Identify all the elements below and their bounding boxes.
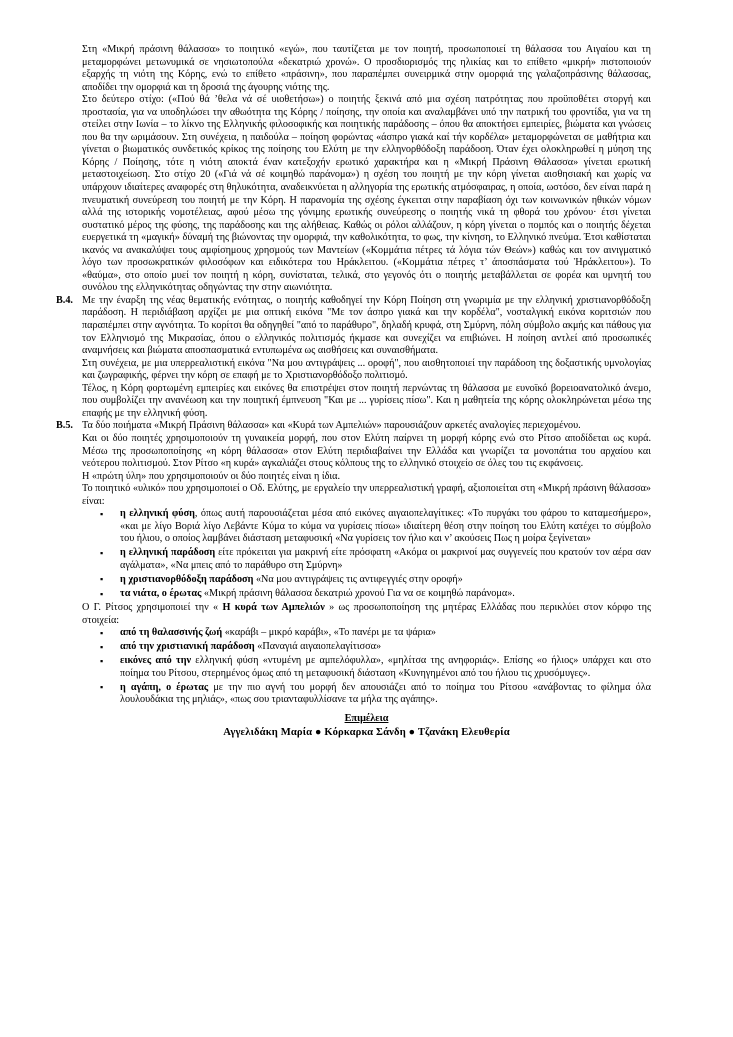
section-b4-marker: B.4.	[56, 294, 73, 306]
section-b4	[56, 294, 651, 420]
section-b5	[56, 420, 652, 708]
bullet-body-text: είτε πρόκειται για μακρινή είτε πρόσφατη «Ακόμα οι μακρινοί μας συγγενείς που κρατούν τον αέρα σαν αγάλματα», «Να μπεις από το παράθυρο στη Σμύρνη»	[120, 547, 651, 571]
bullet-lead-text: η ελληνική φύση	[120, 508, 195, 520]
section-b5-paragraph-1: Τα δύο ποιήματα «Μικρή Πράσινη θάλασσα» και «Κυρά των Αμπελιών» παρουσιάζουν αρκετές αναλογίες περιεχομένου.	[82, 420, 581, 432]
bullet-body-text: «Μικρή πράσινη θάλασσα δεκατριώ χρονού Για να σε κοιμηθώ παράνομα».	[201, 588, 515, 600]
intro-paragraph-2: Στο δεύτερο στίχο: («Πού θά ’θελα νά σέ υιοθετήσω») ο ποιητής ξεκινά από μια σχέση πατρότητας που προϋποθέτει στοργή και προστασία, για να υποδηλώσει την αθωότητα της Κόρης / ποίησης, την οποία και αναλαμβάνει υπό την πατρική του φροντίδα, για να τη στείλει στην Ιωνία – το λίκνο της Ελληνικής φιλοσοφικής και ποιητικής παράδοσης – όπου θα αποκτήσει εμπειρίες, βιώματα και γνώσεις που θα την ωριμάσουν. Στη συνέχεια, η παιδούλα – ποίηση φορώντας «άσπρο γιακά καί τήν κορδέλα» μεταμορφώνεται σε μαθήτρια και γίνεται ο βιωματικός συνδετικός κρίκος της ποίησης του Ελύτη με την ελληνορθόδοξη παράδοση. Όταν έχει ολοκληρωθεί η μύηση της Κόρης / Ποίησης, τότε η νιότη αποκτά έναν κατεξοχήν ερωτικό χαρακτήρα και η «Μικρή Πράσινη Θάλασσα» γίνεται ερωτική μεταστοιχείωση. Στο στίχο 20 («Γιά νά σέ κοιμηθώ παράνομα») η σχέση του ποιητή με την κόρη γίνεται αισθησιακή και χωρίς να υπάρχουν ιδιαίτερες αναφορές στη θηλυκότητα, αναδεικνύεται η αλληγορία της ερωτικής ατμόσφαιρας, η οποία, ωστόσο, δεν είναι παρά η πνευματική συνεύρεση του ποιητή με την Κόρη. Η παρανομία της σχέσης έγκειται στην παραβίαση όχι των κοινωνικών ηθικών νόμων αλλά της ιστορικής νομοτέλειας, αφού μέσω της γόνιμης ερωτικής συνεύρεσης ο ποιητής νικά τη φθορά του χρόνου· έτσι γίνεται συστατικό μέρος της φύσης, της παράδοσης και της αλήθειας. Καθώς οι ρόλοι αλλάζουν, η κόρη γίνεται ο πομπός και ο ποιητής δέχεται ευεργετικά τη «μαγική» δύναμή της βιώνοντας την ομορφιά, την καθολικότητα, το φως, την κίνηση, το Ελληνικό πνεύμα. Έτσι καθίσταται ικανός να ανακαλύψει τους αμφίσημους χρησμούς των Μαντείων («Κομμάτια πέτρες τά λόγια τών Θεών») καθώς και τον αινιγματικό λόγο των προσωκρατικών φιλοσόφων και ειδικότερα του Ηράκλειτου. («Κομμάτια πέτρες τ’ άποσπάσματα τού Ἡράκλειτου»). Το «θαύμα», στο οποίο μυεί τον ποιητή η κόρη, συνίσταται, τελικά, στο γεγονός ότι ο ποιητής μεταβάλλεται σε φορέα και υμνητή του συνόλου της ελληνικότητας οδηγώντας την στην αιωνιότητα.	[82, 94, 651, 294]
section-b4-body	[82, 295, 651, 420]
elytis-material-intro: Το ποιητικό «υλικό» που χρησιμοποιεί ο Οδ. Ελύτης, με εργαλείο την υπερρεαλιστική γραφή, αξιοποιείται στη «Μικρή πράσινη θάλασσα» είναι:	[82, 483, 651, 507]
list-item	[82, 655, 651, 680]
section-b5-paragraph-3: Η «πρώτη ύλη» που χρησιμοποιούν οι δύο ποιητές είναι η ίδια.	[82, 470, 340, 482]
footer-heading: Επιμέλεια	[344, 713, 389, 725]
section-b5-marker: B.5.	[56, 420, 73, 432]
bullet-lead-text: από την χριστιανική παράδοση	[120, 641, 255, 653]
bullet-lead-text: η ελληνική παράδοση	[120, 547, 216, 559]
list-item	[82, 682, 651, 707]
bullet-body-text: «καράβι – μικρό καράβι», «Το πανέρι με τα ψάρια»	[222, 627, 436, 639]
bullet-body-text: «Να μου αντιγράψεις τις αντιφεγγιές στην οροφή»	[253, 573, 463, 585]
document-footer	[82, 713, 651, 739]
list-item	[82, 547, 651, 572]
list-item	[82, 641, 651, 654]
ritsos-intro-prefix: Ο Γ. Ρίτσος χρησιμοποιεί την «	[82, 602, 223, 614]
bullet-body-text: , όπως αυτή παρουσιάζεται μέσα από εικόνες αιγαιοπελαγίτικες: «Το πυργάκι του φάρου το καταμεσήμερο», «και με λίγο Βοριά λίγο Λεβάντε Κύμα το κύμα να γυρίσεις πίσω» ιδιαίτερη θέση στην ποίηση του Ελύτη κατέχει το σύμβολο του ήλιου, ο οποίος λαμβάνει διάσταση μεταφυσική «Να γυρίσεις τον ήλιο και ν’ ακούσεις Πως η μοίρα ξεγίνεται»	[120, 508, 652, 545]
ritsos-poem-title: Η κυρά των Αμπελιών	[222, 602, 325, 614]
bullet-lead-text: εικόνες από την	[120, 655, 192, 667]
bullet-lead-text: τα νιάτα, ο έρωτας	[120, 588, 202, 600]
list-item	[82, 588, 651, 601]
elytis-bullet-list	[82, 508, 651, 600]
section-b5-paragraph-2: Και οι δύο ποιητές χρησιμοποιούν τη γυναικεία μορφή, που στον Ελύτη παίρνει τη μορφή κόρης ενώ στο Ρίτσο αποδίδεται ως κυρά. Μέσω της προσωποποίησης «η κόρη θάλασσα» στον Ελύτη περιδιαβαίνει την Ελλάδα και γνωρίζει τα μονοπάτια του αρχαίου και νεότερου πολιτισμού. Στον Ρίτσο «η κυρά» αγκαλιάζει στους κόλπους της το ελληνικό στοιχείο σε όλες του τις εκφάνσεις.	[82, 432, 651, 470]
section-b4-paragraph-2: Στη συνέχεια, με μια υπερρεαλιστική εικόνα "Να μου αντιγράψεις ... οροφή", που αισθητοποιεί την παράδοση της δοξαστικής υμνολογίας και ζωγραφικής, φέρνει την κόρη σε επαφή με το Χριστιανορθόδοξο πολιτισμό.	[82, 357, 651, 382]
footer-editor-names: Αγγελιδάκη Μαρία ● Κόρκαρκα Σάνδη ● Τζανάκη Ελευθερία	[223, 726, 510, 738]
section-b5-body	[82, 420, 651, 708]
bullet-lead-text: η χριστιανορθόδοξη παράδοση	[120, 573, 254, 585]
section-b4-paragraph-1: Με την έναρξη της νέας θεματικής ενότητας, ο ποιητής καθοδηγεί την Κόρη Ποίηση στη γνωριμία με την ελληνική χριστιανορθόδοξη παράδοση. Η περιδιάβαση αρχίζει με μια οπτική εικόνα "Με τον άσπρο γιακά και την κορδέλα", νοσταλγική εικόνα κοριτσιών που παραπέμπει στην αγνότητα. Το κορίτσι θα οδηγηθεί "από το παράθυρο", δηλαδή κρυφά, στη Σμύρνη, πόλη σύμβολο ακμής και πάθους για τον Ελληνισμό της Μικρασίας, όπου ο ελληνικός πολιτισμός ήκμασε και συνεχίζει να επιβιώνει. Η ποίηση αντλεί από προσωπικές αναμνήσεις και βιώματα αποσπασματικά εντυπωμένα ως αισθήσεις και συναισθήματα.	[82, 294, 651, 357]
list-item	[82, 574, 651, 587]
ritsos-intro-suffix: » ως προσωποποίηση της μητέρας Ελλάδας που περικλύει στον κόρφο της στοιχεία:	[82, 602, 651, 626]
bullet-lead-text: η αγάπη, ο έρωτας	[120, 681, 209, 693]
bullet-body-text: με την πιο αγνή του μορφή δεν απουσιάζει από το ποίημα του Ρίτσου «ανάβοντας το φίλημα όλα λουλουδάκια της μηλιάς», «πως σου τριανταφυλλίσανε τα μήλα της αγάπης».	[120, 681, 651, 706]
list-item	[82, 627, 651, 640]
ritsos-bullet-list	[82, 627, 651, 707]
list-item	[82, 508, 651, 546]
section-b4-paragraph-3: Τέλος, η Κόρη φορτωμένη εμπειρίες και εικόνες θα επιστρέψει στον ποιητή περνώντας τη θάλασσα με ευνοϊκό βορειοανατολικό άνεμο, που συμβολίζει την ανανέωση και την ποιητική έμπνευση "Και με ... γυρίσεις πίσω". Και η μαθητεία της κόρης ολοκληρώνεται μέσω της επαφής με την ελληνική φύση.	[82, 382, 651, 419]
bullet-body-text: ελληνική φύση «ντυμένη με αμπελόφυλλα», «μηλίτσα της ανηφοριάς». Επίσης «ο ήλιος» υπάρχει και στο ποίημα του Ρίτσου, στερημένος όμως από τη μεταφυσική διάσταση «Κυνηγημένοι από του ήλιου τις χρυσόμυγες».	[120, 655, 651, 679]
ritsos-material-intro	[82, 602, 651, 627]
bullet-lead-text: από τη θαλασσινής ζωή	[120, 627, 223, 639]
bullet-body-text: «Παναγιά αιγαιοπελαγίτισσα»	[254, 641, 382, 653]
intro-paragraph-1: Στη «Μικρή πράσινη θάλασσα» το ποιητικό «εγώ», που ταυτίζεται με τον ποιητή, προσωποποιεί τη θάλασσα του Αιγαίου και τη μεταμορφώνει μετωνυμικά σε νησιωτοπούλα «δεκατριώ χρονώ». Ο προσδιορισμός της ηλικίας και το επίθετο «μικρή» πιστοποιούν εξαρχής τη νιότη της Κόρης, ενώ το επίθετο «πράσινη», που παραπέμπει συνειρμικά στην ομορφιά της γαλαζοπράσινης θάλασσας, αποδίδει την ομορφιά και τη δροσιά της άγουρης νιότης της.	[82, 44, 651, 93]
document-body	[56, 44, 652, 739]
